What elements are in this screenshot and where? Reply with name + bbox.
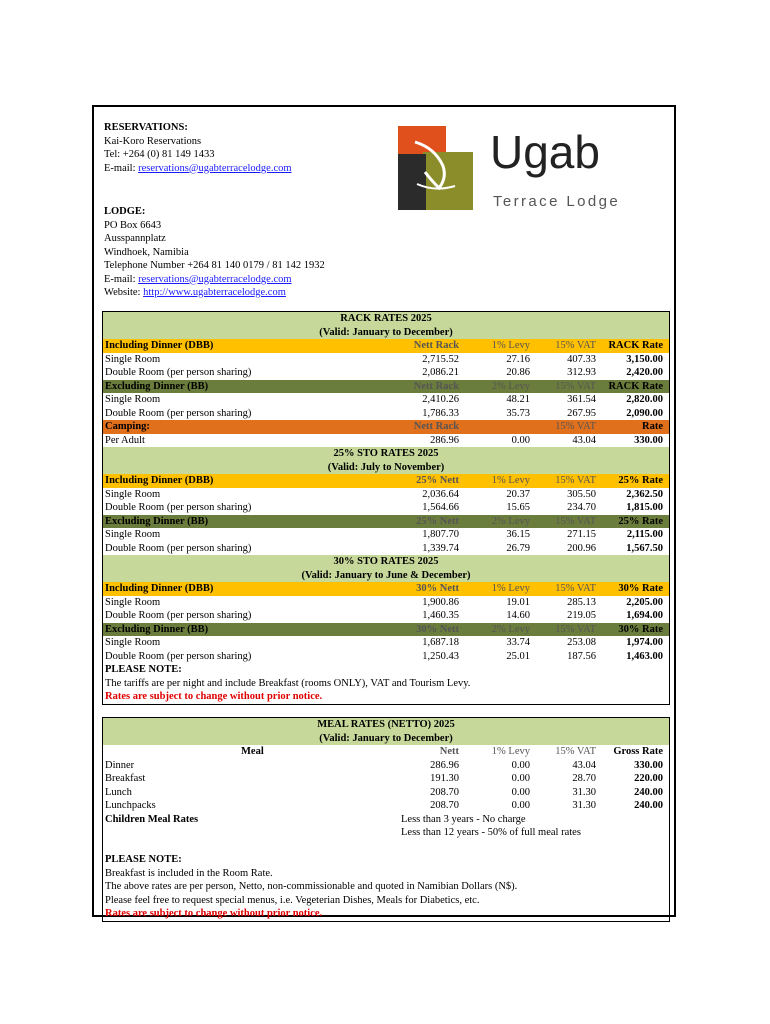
levy-value: 33.74	[506, 637, 530, 648]
levy-value: 20.86	[506, 367, 530, 378]
nett-value: 1,807.70	[422, 529, 459, 540]
lodge-website-link[interactable]: http://www.ugabterracelodge.com	[143, 287, 286, 298]
rate-value: 3,150.00	[626, 353, 663, 365]
levy-value: 35.73	[506, 407, 530, 419]
reservations-heading: RESERVATIONS:	[104, 122, 188, 133]
rate-value: 220.00	[634, 773, 663, 784]
vat-value: 31.30	[572, 800, 596, 811]
table-row	[103, 786, 669, 800]
levy-value: 0.00	[511, 773, 530, 784]
note-heading: PLEASE NOTE:	[105, 664, 182, 675]
section-row: Including Dinner (DBB) 30% Nett 1% Levy 15% VAT 30% Rate	[103, 582, 669, 596]
lodge-heading: LODGE:	[104, 206, 146, 217]
table-row	[103, 799, 669, 813]
reservations-tel: Tel: +264 (0) 81 149 1433	[104, 149, 215, 160]
children-row: Children Meal Rates Less than 3 years - No charge	[105, 813, 526, 825]
vat-value: 305.50	[567, 488, 596, 500]
table-row	[103, 366, 669, 380]
lodge-phone: Telephone Number +264 81 140 0179 / 81 142 1932	[104, 260, 325, 271]
table-row	[103, 393, 669, 407]
reservations-block	[104, 121, 292, 175]
meal-column-header: Meal Nett 1% Levy 15% VAT Gross Rate	[241, 746, 663, 757]
nett-value: 2,715.52	[422, 353, 459, 365]
note-text: The tariffs are per night and include Breakfast (rooms ONLY), VAT and Tourism Levy.	[105, 677, 471, 689]
rate-value: 1,567.50	[626, 542, 663, 554]
children-row: Less than 12 years - 50% of full meal rates	[401, 827, 581, 838]
nett-value: 1,250.43	[422, 650, 459, 662]
nett-value: 286.96	[430, 434, 459, 446]
row-label: Single Room	[105, 488, 161, 500]
sto30-valid: (Valid: January to June & December)	[301, 569, 471, 581]
lodge-website-line: Website: http://www.ugabterracelodge.com	[104, 287, 286, 298]
rate-value: 240.00	[634, 786, 663, 798]
nett-value: 2,410.26	[422, 394, 459, 405]
rate-value: 240.00	[634, 800, 663, 811]
vat-value: 187.56	[567, 650, 596, 662]
rack-rates-header	[103, 312, 669, 339]
nett-value: 1,786.33	[422, 407, 459, 419]
nett-value: 1,564.66	[422, 502, 459, 513]
sto25-bb-rows	[103, 528, 669, 555]
vat-value: 28.70	[572, 773, 596, 784]
section-row: Excluding Dinner (BB) 30% Nett 2% Levy 15% VAT 30% Rate	[103, 623, 669, 637]
nett-value: 208.70	[430, 800, 459, 811]
row-label: Lunch	[105, 786, 132, 798]
levy-value: 0.00	[511, 786, 530, 798]
sto30-bb-rows	[103, 636, 669, 663]
rate-value: 1,815.00	[626, 502, 663, 513]
row-label: Single Room	[105, 637, 161, 648]
note-block	[103, 853, 669, 921]
sto30-dbb-rows	[103, 596, 669, 623]
logo-tagline: Terrace Lodge	[493, 193, 621, 210]
note-line: The above rates are per person, Netto, non-commissionable and quoted in Namibian Dollars (N$).	[105, 881, 518, 892]
levy-value: 15.65	[506, 502, 530, 513]
row-label: Double Room (per person sharing)	[105, 502, 252, 513]
vat-value: 31.30	[572, 786, 596, 798]
table-row	[103, 528, 669, 542]
table-row	[103, 542, 669, 556]
rate-value: 2,420.00	[626, 367, 663, 378]
rate-value: 2,115.00	[626, 529, 663, 540]
table-row	[103, 434, 669, 448]
sto30-title: 30% STO RATES 2025	[333, 556, 439, 567]
vat-value: 312.93	[567, 367, 596, 378]
table-row	[103, 488, 669, 502]
room-rates-table	[102, 311, 670, 705]
sto30-header	[103, 555, 669, 582]
table-row	[103, 407, 669, 421]
levy-value: 19.01	[506, 596, 530, 608]
rate-value: 2,820.00	[626, 394, 663, 405]
rack-dbb-rows	[103, 353, 669, 380]
section-row: Including Dinner (DBB) 25% Nett 1% Levy 15% VAT 25% Rate	[103, 474, 669, 488]
vat-value: 285.13	[567, 596, 596, 608]
rate-value: 2,090.00	[626, 407, 663, 419]
rack-rates-valid: (Valid: January to December)	[319, 326, 453, 338]
rack-rates-title: RACK RATES 2025	[340, 313, 432, 324]
nett-value: 286.96	[430, 759, 459, 771]
row-label: Double Room (per person sharing)	[105, 542, 252, 554]
levy-value: 48.21	[506, 394, 530, 405]
levy-value: 0.00	[511, 759, 530, 771]
levy-value: 26.79	[506, 542, 530, 554]
row-label: Single Room	[105, 596, 161, 608]
row-label: Double Room (per person sharing)	[105, 610, 252, 621]
sto25-valid: (Valid: July to November)	[327, 461, 445, 473]
note-line: Please feel free to request special menus, i.e. Vegeterian Dishes, Meals for Diabetics, etc.	[105, 894, 480, 906]
rate-value: 2,362.50	[626, 488, 663, 500]
levy-value: 0.00	[511, 800, 530, 811]
table-row	[103, 650, 669, 664]
rate-value: 1,974.00	[626, 637, 663, 648]
table-row	[103, 636, 669, 650]
row-label: Single Room	[105, 529, 161, 540]
sto25-header	[103, 447, 669, 474]
nett-value: 2,036.64	[422, 488, 459, 500]
row-label: Double Room (per person sharing)	[105, 367, 252, 378]
vat-value: 271.15	[567, 529, 596, 540]
ugab-logo	[395, 122, 670, 212]
section-row: Excluding Dinner (BB) 25% Nett 2% Levy 15% VAT 25% Rate	[103, 515, 669, 529]
lodge-block	[104, 205, 325, 300]
row-label: Breakfast	[105, 773, 146, 784]
table-row	[103, 501, 669, 515]
rate-value: 1,694.00	[626, 610, 663, 621]
nett-value: 1,460.35	[422, 610, 459, 621]
nett-value: 1,339.74	[422, 542, 459, 554]
rate-value: 2,205.00	[626, 596, 663, 608]
meal-rows	[103, 759, 669, 813]
section-row: Excluding Dinner (BB) Nett Rack 2% Levy 15% VAT RACK Rate	[103, 380, 669, 394]
lodge-address-1: PO Box 6643	[104, 219, 162, 231]
meal-rates-header	[103, 718, 669, 745]
lodge-email-line: E-mail: reservations@ugabterracelodge.com	[104, 273, 292, 285]
levy-value: 27.16	[506, 353, 530, 365]
nett-value: 1,900.86	[422, 596, 459, 608]
table-row	[103, 759, 669, 773]
table-row	[103, 596, 669, 610]
spacer	[103, 840, 669, 854]
section-row: Including Dinner (DBB) Nett Rack 1% Levy 15% VAT RACK Rate	[103, 339, 669, 353]
rate-value: 1,463.00	[626, 650, 663, 662]
sto25-dbb-rows	[103, 488, 669, 515]
rack-camp-rows	[103, 434, 669, 448]
rate-value: 330.00	[634, 759, 663, 771]
levy-value: 0.00	[511, 434, 530, 446]
note-warning: Rates are subject to change without prior notice.	[105, 691, 323, 702]
vat-value: 361.54	[567, 394, 596, 405]
row-label: Lunchpacks	[105, 800, 156, 811]
vat-value: 253.08	[567, 637, 596, 648]
row-label: Double Room (per person sharing)	[105, 407, 252, 419]
meal-rates-valid: (Valid: January to December)	[319, 732, 453, 744]
row-label: Single Room	[105, 353, 161, 365]
sto25-title: 25% STO RATES 2025	[333, 448, 439, 459]
vat-value: 43.04	[572, 759, 596, 771]
row-label: Single Room	[105, 394, 161, 405]
note-warning: Rates are subject to change without prior notice.	[105, 908, 323, 919]
reservations-name: Kai-Koro Reservations	[104, 135, 202, 147]
vat-value: 200.96	[567, 542, 596, 554]
reservations-email-line: E-mail: reservations@ugabterracelodge.com	[104, 162, 292, 174]
levy-value: 25.01	[506, 650, 530, 662]
logo-graphic	[395, 122, 670, 212]
levy-value: 14.60	[506, 610, 530, 621]
meal-rates-table	[102, 717, 670, 922]
reservations-email-link[interactable]: reservations@ugabterracelodge.com	[138, 162, 292, 174]
row-label: Double Room (per person sharing)	[105, 650, 252, 662]
nett-value: 208.70	[430, 786, 459, 798]
table-row	[103, 353, 669, 367]
vat-value: 407.33	[567, 353, 596, 365]
nett-value: 2,086.21	[422, 367, 459, 378]
vat-value: 234.70	[567, 502, 596, 513]
nett-value: 191.30	[430, 773, 459, 784]
levy-value: 20.37	[506, 488, 530, 500]
vat-value: 267.95	[567, 407, 596, 419]
vat-value: 43.04	[572, 434, 596, 446]
note-block	[103, 663, 669, 704]
note-heading: PLEASE NOTE:	[105, 854, 182, 865]
table-row	[103, 609, 669, 623]
logo-brand: Ugab	[490, 126, 600, 178]
rate-value: 330.00	[634, 434, 663, 446]
lodge-address-2: Ausspannplatz	[104, 233, 166, 244]
row-label: Per Adult	[105, 434, 145, 446]
section-row: Camping: Nett Rack 15% VAT Rate	[103, 420, 669, 434]
lodge-email-link[interactable]: reservations@ugabterracelodge.com	[138, 273, 292, 285]
meal-rates-title: MEAL RATES (NETTO) 2025	[317, 719, 455, 730]
rack-bb-rows	[103, 393, 669, 420]
note-line: Breakfast is included in the Room Rate.	[105, 867, 273, 879]
lodge-address-3: Windhoek, Namibia	[104, 246, 189, 258]
table-row	[103, 772, 669, 786]
row-label: Dinner	[105, 759, 135, 771]
nett-value: 1,687.18	[422, 637, 459, 648]
levy-value: 36.15	[506, 529, 530, 540]
vat-value: 219.05	[567, 610, 596, 621]
